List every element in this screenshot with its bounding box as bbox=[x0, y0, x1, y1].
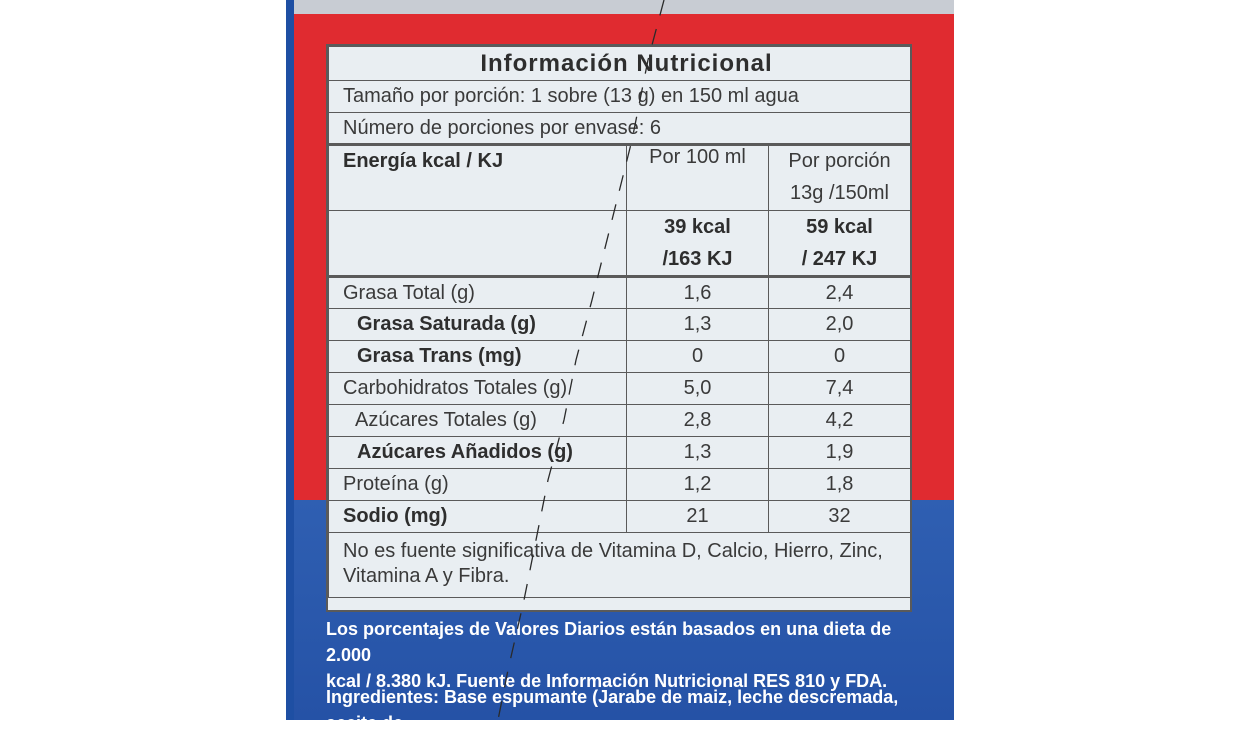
nutrient-per-100: 1,3 bbox=[627, 437, 769, 469]
nutrient-name: Azúcares Añadidos (g) bbox=[329, 437, 627, 469]
nutrient-per-100: 0 bbox=[627, 341, 769, 373]
nutrient-per-serving: 0 bbox=[769, 341, 911, 373]
ingredients-text: Ingredientes: Base espumante (Jarabe de maiz, leche descremada, aceite de bbox=[326, 687, 899, 733]
nutrient-per-serving: 7,4 bbox=[769, 373, 911, 405]
energy-per-100-kj: /163 KJ bbox=[627, 245, 769, 277]
servings-per-container: Número de porciones por envase: 6 bbox=[329, 113, 911, 145]
nutrient-per-100: 2,8 bbox=[627, 405, 769, 437]
col-per-100-header: Por 100 ml bbox=[627, 145, 769, 211]
col-per-serving-header: Por porción bbox=[769, 145, 911, 177]
nutrient-per-serving: 1,8 bbox=[769, 469, 911, 501]
energy-label: Energía kcal / KJ bbox=[329, 145, 627, 211]
nutrient-per-serving: 32 bbox=[769, 501, 911, 533]
fold-crease-line bbox=[286, 0, 954, 720]
nutrient-per-100: 21 bbox=[627, 501, 769, 533]
vitamin-note: No es fuente significativa de Vitamina D, Calcio, Hierro, Zinc, Vitamina A y Fibra. bbox=[329, 533, 911, 598]
energy-per-serving-kj: / 247 KJ bbox=[769, 245, 911, 277]
daily-values-line-2: kcal / 8.380 kJ. Fuente de Información Nutricional RES 810 y FDA. bbox=[326, 671, 888, 691]
nutrient-name: Azúcares Totales (g) bbox=[329, 405, 627, 437]
nutrient-per-serving: 4,2 bbox=[769, 405, 911, 437]
nutrient-per-serving: 2,4 bbox=[769, 277, 911, 309]
energy-per-serving-kcal: 59 kcal bbox=[769, 211, 911, 245]
nutrient-name: Proteína (g) bbox=[329, 469, 627, 501]
nutrient-name: Sodio (mg) bbox=[329, 501, 627, 533]
nutrient-per-100: 1,3 bbox=[627, 309, 769, 341]
nutrient-name: Carbohidratos Totales (g) bbox=[329, 373, 627, 405]
nutrient-per-serving: 1,9 bbox=[769, 437, 911, 469]
energy-per-100-kcal: 39 kcal bbox=[627, 211, 769, 245]
panel-title: Información Nutricional bbox=[329, 47, 911, 81]
nutrient-per-100: 1,6 bbox=[627, 277, 769, 309]
col-per-serving-subheader: 13g /150ml bbox=[769, 177, 911, 211]
nutrient-name: Grasa Total (g) bbox=[329, 277, 627, 309]
nutrient-per-serving: 2,0 bbox=[769, 309, 911, 341]
nutrient-per-100: 1,2 bbox=[627, 469, 769, 501]
product-box bbox=[286, 0, 954, 733]
nutrient-name: Grasa Trans (mg) bbox=[329, 341, 627, 373]
nutrient-per-100: 5,0 bbox=[627, 373, 769, 405]
serving-size: Tamaño por porción: 1 sobre (13 g) en 150 ml agua bbox=[329, 81, 911, 113]
nutrient-name: Grasa Saturada (g) bbox=[329, 309, 627, 341]
daily-values-line-1: Los porcentajes de Valores Diarios están basados en una dieta de 2.000 bbox=[326, 619, 892, 665]
